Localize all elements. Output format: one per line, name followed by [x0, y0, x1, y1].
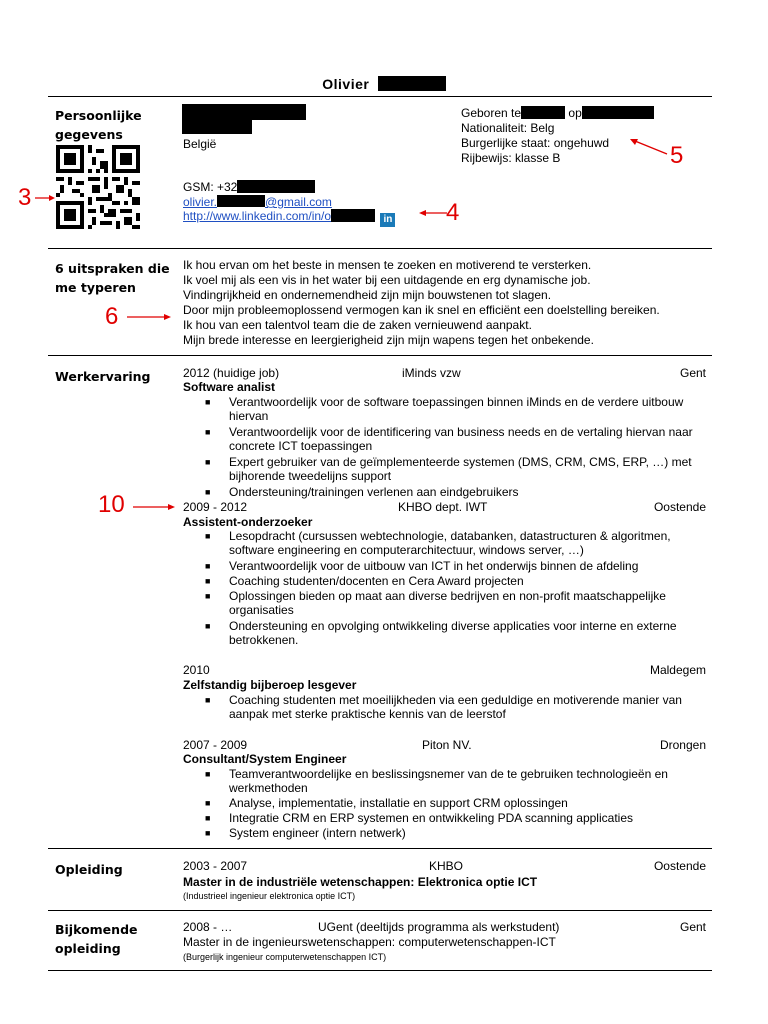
bullet-icon: ■ [205, 397, 211, 407]
arrow-right-icon [132, 502, 176, 512]
section-divider [48, 910, 712, 911]
list-item: Ondersteuning en opvolging ontwikkeling diverse applicaties voor interne en externe betrokkenen. [229, 619, 677, 647]
extra-education-degree: Master in de ingenieurswetenschappen: computerwetenschappen-ICT [183, 935, 556, 949]
arrow-left-icon [418, 208, 448, 218]
extra-education-period: 2008 - … [183, 920, 233, 934]
bullet-icon: ■ [205, 457, 211, 467]
section-divider [48, 96, 712, 97]
education-city: Oostende [653, 859, 706, 873]
job-city: Maldegem [649, 663, 706, 677]
job-period: 2007 - 2009 [183, 738, 248, 752]
extra-education-organization: UGent (deeltijds programma als werkstudent) [318, 920, 560, 934]
statement-line: Ik voel mij als een vis in het water bij een uitdagende en erg dynamische job. [183, 273, 591, 287]
section-label-extra-education: Bijkomende opleiding [55, 922, 138, 956]
section-label-experience: Werkervaring [55, 369, 151, 384]
list-item: Ondersteuning/trainingen verlenen aan eindgebruikers [229, 485, 519, 499]
annotation-number-4: 4 [446, 199, 460, 226]
education-note: (Industrieel ingenieur elektronica optie ICT) [183, 891, 356, 901]
list-item: Analyse, implementatie, installatie en support CRM oplossingen [229, 796, 568, 810]
job-period: 2010 [183, 663, 210, 677]
list-item: Coaching studenten/docenten en Cera Award projecten [229, 574, 524, 588]
redaction-bar [582, 106, 654, 119]
list-item: Verantwoordelijk voor de software toepassingen binnen iMinds en de verdere uitbouw hiervan [229, 395, 684, 423]
redaction-bar [331, 209, 375, 222]
linkedin-icon[interactable]: in [380, 213, 395, 227]
annotation-number-3: 3 [18, 184, 32, 211]
arrow-right-icon [126, 312, 172, 322]
education-degree: Master in de industriële wetenschappen: Elektronica optie ICT [183, 875, 538, 889]
redaction-bar [182, 120, 252, 134]
bullet-icon: ■ [205, 798, 211, 808]
extra-education-note: (Burgerlijk ingenieur computerwetenschappen ICT) [183, 952, 387, 962]
bullet-icon: ■ [205, 576, 211, 586]
bullet-icon: ■ [205, 487, 211, 497]
list-item: Expert gebruiker van de geïmplementeerde systemen (DMS, CRM, CMS, ERP, …) met bijhorende tweedelijns support [229, 455, 692, 483]
arrow-left-icon [629, 137, 669, 159]
education-organization: KHBO [429, 859, 464, 873]
job-title: Assistent-onderzoeker [183, 515, 313, 529]
phone-number: GSM: +32 [183, 180, 315, 194]
drivers-license: Rijbewijs: klasse B [461, 151, 561, 165]
bullet-icon: ■ [205, 531, 211, 541]
nationality: Nationaliteit: Belg [461, 121, 555, 135]
bullet-icon: ■ [205, 769, 211, 779]
annotation-number-10: 10 [98, 491, 125, 518]
candidate-name: Olivier [0, 76, 768, 92]
job-city: Oostende [653, 500, 706, 514]
section-divider [48, 355, 712, 356]
job-city: Gent [679, 366, 706, 380]
list-item: Lesopdracht (cursussen webtechnologie, databanken, datastructuren & algoritmen, software engineering en computerarchitectuur, windows server, …) [229, 529, 671, 557]
section-divider [48, 248, 712, 249]
extra-education-city: Gent [679, 920, 706, 934]
list-item: Teamverantwoordelijke en beslissingsnemer van de te gebruiken technologieën en werkmethoden [229, 767, 668, 795]
linkedin-link[interactable]: http://www.linkedin.com/in/o [183, 209, 332, 223]
statement-line: Vindingrijkheid en ondernemendheid zijn mijn bouwstenen tot slagen. [183, 288, 552, 302]
job-period: 2009 - 2012 [183, 500, 248, 514]
qr-code-icon [56, 145, 140, 229]
redaction-bar [182, 104, 306, 120]
job-title: Software analist [183, 380, 276, 394]
list-item: System engineer (intern netwerk) [229, 826, 406, 840]
redaction-bar [378, 76, 446, 91]
job-organization: KHBO dept. IWT [398, 500, 488, 514]
list-item: Coaching studenten met moeilijkheden via een geduldige en motiverende manier van aanpak met sterke praktische kennis van de leerstof [229, 693, 682, 721]
job-organization: Piton NV. [422, 738, 472, 752]
statement-line: Ik hou van een talentvol team die de zaken vernieuwend aanpakt. [183, 318, 532, 332]
redaction-bar [217, 195, 265, 207]
statement-line: Mijn brede interesse en leergierigheid zijn mijn wapens tegen het onbekende. [183, 333, 594, 347]
linkedin-row [183, 209, 395, 227]
list-item: Verantwoordelijk voor de identificering van business needs en de vertaling hiervan naar concrete ICT toepassingen [229, 425, 693, 453]
redaction-bar [237, 180, 315, 193]
email-link[interactable]: olivier. @gmail.com [183, 195, 332, 209]
bullet-icon: ■ [205, 695, 211, 705]
job-organization: iMinds vzw [402, 366, 461, 380]
section-divider [48, 848, 712, 849]
job-period: 2012 (huidige job) [183, 366, 280, 380]
section-label-personal: Persoonlijke gegevens [55, 108, 142, 142]
bullet-icon: ■ [205, 427, 211, 437]
birth-info: Geboren te op [461, 106, 654, 120]
statement-line: Ik hou ervan om het beste in mensen te zoeken en motiverend te versterken. [183, 258, 592, 272]
arrow-right-icon [34, 193, 56, 203]
country: België [183, 137, 217, 151]
annotation-number-5: 5 [670, 142, 684, 169]
civil-status: Burgerlijke staat: ongehuwd [461, 136, 610, 150]
bullet-icon: ■ [205, 561, 211, 571]
education-period: 2003 - 2007 [183, 859, 248, 873]
section-label-education: Opleiding [55, 862, 123, 877]
bullet-icon: ■ [205, 813, 211, 823]
annotation-number-6: 6 [105, 303, 119, 330]
job-title: Zelfstandig bijberoep lesgever [183, 678, 357, 692]
bullet-icon: ■ [205, 828, 211, 838]
section-label-statements: 6 uitspraken die me typeren [55, 261, 170, 295]
bullet-icon: ■ [205, 621, 211, 631]
list-item: Integratie CRM en ERP systemen en ontwikkeling PDA scanning applicaties [229, 811, 633, 825]
redaction-bar [521, 106, 565, 119]
list-item: Oplossingen bieden op maat aan diverse bedrijven en non-profit maatschappelijke organisaties [229, 589, 666, 617]
section-divider [48, 970, 712, 971]
statement-line: Door mijn probleemoplossend vermogen kan ik snel en efficiënt een doelstelling bereiken. [183, 303, 660, 317]
job-city: Drongen [659, 738, 706, 752]
bullet-icon: ■ [205, 591, 211, 601]
job-title: Consultant/System Engineer [183, 752, 347, 766]
list-item: Verantwoordelijk voor de uitbouw van ICT in het onderwijs binnen de afdeling [229, 559, 639, 573]
